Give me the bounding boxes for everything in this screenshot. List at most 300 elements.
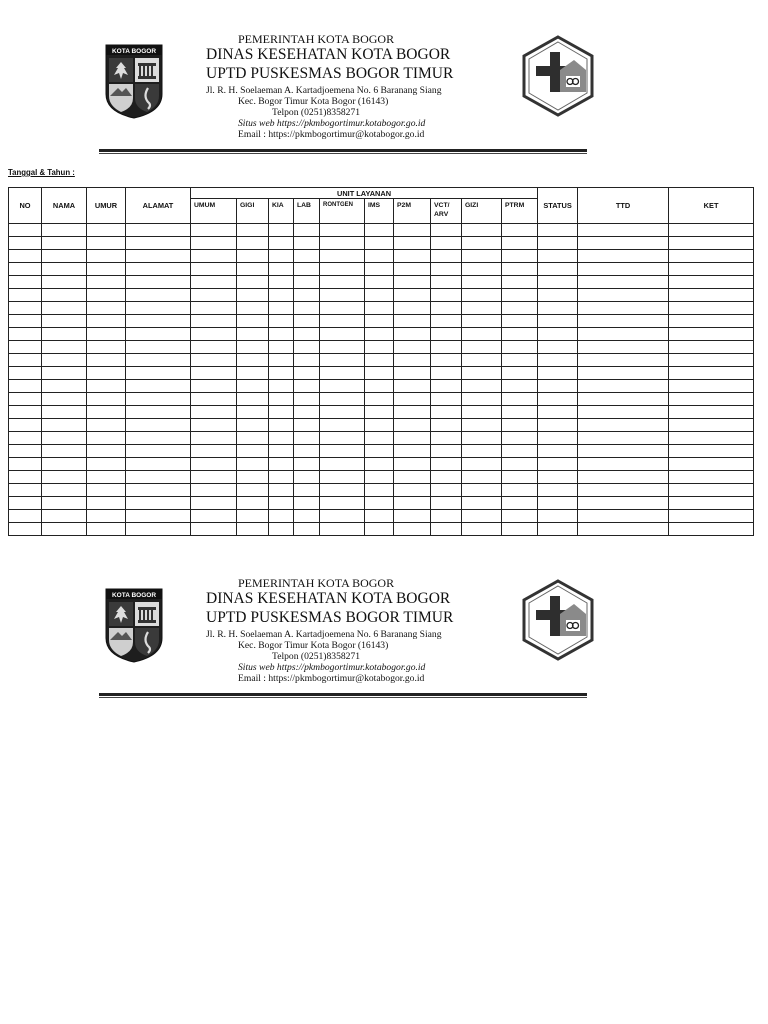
- table-row: [9, 289, 754, 302]
- table-cell: [578, 302, 669, 315]
- table-cell: [42, 510, 87, 523]
- table-cell: [42, 523, 87, 536]
- table-cell: [269, 393, 294, 406]
- table-cell: [237, 523, 269, 536]
- table-cell: [578, 406, 669, 419]
- table-cell: [237, 289, 269, 302]
- table-cell: [669, 237, 754, 250]
- table-cell: [365, 224, 394, 237]
- table-row: [9, 471, 754, 484]
- email: Email : https://pkmbogortimur@kotabogor.go.id: [238, 129, 425, 140]
- table-cell: [538, 328, 578, 341]
- table-cell: [191, 497, 237, 510]
- table-cell: [9, 458, 42, 471]
- table-cell: [126, 484, 191, 497]
- table-cell: [269, 419, 294, 432]
- table-cell: [502, 471, 538, 484]
- table-cell: [431, 445, 462, 458]
- table-cell: [538, 432, 578, 445]
- table-cell: [269, 510, 294, 523]
- table-cell: [269, 497, 294, 510]
- table-cell: [578, 250, 669, 263]
- table-cell: [669, 315, 754, 328]
- table-cell: [294, 354, 320, 367]
- table-cell: [294, 419, 320, 432]
- table-cell: [294, 497, 320, 510]
- table-cell: [320, 380, 365, 393]
- table-cell: [462, 289, 502, 302]
- table-cell: [191, 237, 237, 250]
- table-cell: [237, 510, 269, 523]
- table-cell: [462, 484, 502, 497]
- table-cell: [394, 367, 431, 380]
- phone-number: Telpon (0251)8358271: [272, 107, 361, 118]
- date-year-label: Tanggal & Tahun :: [8, 168, 75, 177]
- table-cell: [669, 354, 754, 367]
- table-cell: [126, 224, 191, 237]
- table-cell: [42, 237, 87, 250]
- table-cell: [126, 471, 191, 484]
- table-cell: [538, 224, 578, 237]
- crest-label: KOTA BOGOR: [111, 592, 157, 599]
- table-cell: [294, 458, 320, 471]
- table-cell: [669, 263, 754, 276]
- table-cell: [9, 523, 42, 536]
- table-cell: [42, 276, 87, 289]
- table-cell: [365, 497, 394, 510]
- table-cell: [394, 458, 431, 471]
- table-cell: [87, 302, 126, 315]
- table-cell: [269, 263, 294, 276]
- col-umur: UMUR: [87, 188, 126, 224]
- table-cell: [191, 315, 237, 328]
- table-cell: [126, 263, 191, 276]
- table-cell: [502, 302, 538, 315]
- table-cell: [394, 510, 431, 523]
- table-row: [9, 497, 754, 510]
- table-cell: [394, 302, 431, 315]
- table-cell: [669, 224, 754, 237]
- table-cell: [669, 510, 754, 523]
- table-cell: [394, 354, 431, 367]
- table-cell: [431, 289, 462, 302]
- table-row: [9, 315, 754, 328]
- table-cell: [365, 250, 394, 263]
- table-cell: [9, 250, 42, 263]
- table-cell: [126, 523, 191, 536]
- table-cell: [237, 393, 269, 406]
- col-unit-layanan: UNIT LAYANAN: [191, 188, 538, 199]
- table-cell: [320, 445, 365, 458]
- table-cell: [538, 276, 578, 289]
- table-cell: [9, 419, 42, 432]
- table-cell: [538, 302, 578, 315]
- table-cell: [578, 224, 669, 237]
- table-cell: [87, 263, 126, 276]
- table-cell: [294, 237, 320, 250]
- table-cell: [320, 471, 365, 484]
- table-cell: [365, 367, 394, 380]
- table-cell: [578, 484, 669, 497]
- table-cell: [669, 471, 754, 484]
- table-cell: [9, 510, 42, 523]
- table-cell: [578, 354, 669, 367]
- table-cell: [578, 432, 669, 445]
- table-cell: [320, 393, 365, 406]
- table-cell: [365, 237, 394, 250]
- table-cell: [578, 471, 669, 484]
- table-cell: [320, 354, 365, 367]
- table-cell: [365, 510, 394, 523]
- col-alamat: ALAMAT: [126, 188, 191, 224]
- table-cell: [365, 289, 394, 302]
- website: Situs web https://pkmbogortimur.kotabogor.go.id: [238, 118, 426, 129]
- table-cell: [42, 367, 87, 380]
- table-cell: [42, 328, 87, 341]
- table-cell: [320, 510, 365, 523]
- table-cell: [394, 523, 431, 536]
- table-cell: [394, 224, 431, 237]
- table-cell: [462, 367, 502, 380]
- table-cell: [394, 484, 431, 497]
- table-cell: [9, 367, 42, 380]
- table-cell: [9, 237, 42, 250]
- table-cell: [9, 328, 42, 341]
- table-cell: [462, 341, 502, 354]
- table-cell: [365, 484, 394, 497]
- table-cell: [269, 523, 294, 536]
- table-cell: [126, 354, 191, 367]
- table-cell: [42, 315, 87, 328]
- table-cell: [578, 328, 669, 341]
- table-cell: [502, 484, 538, 497]
- table-cell: [87, 289, 126, 302]
- table-cell: [294, 471, 320, 484]
- table-cell: [294, 484, 320, 497]
- table-cell: [578, 523, 669, 536]
- table-cell: [320, 432, 365, 445]
- table-cell: [431, 315, 462, 328]
- table-cell: [431, 367, 462, 380]
- address-line-2: Kec. Bogor Timur Kota Bogor (16143): [238, 96, 389, 107]
- table-cell: [9, 471, 42, 484]
- table-cell: [126, 419, 191, 432]
- table-cell: [365, 328, 394, 341]
- table-cell: [191, 419, 237, 432]
- table-cell: [294, 367, 320, 380]
- phone-number: Telpon (0251)8358271: [272, 651, 361, 662]
- table-cell: [9, 315, 42, 328]
- table-cell: [191, 354, 237, 367]
- table-cell: [462, 510, 502, 523]
- table-cell: [269, 302, 294, 315]
- table-cell: [87, 315, 126, 328]
- table-cell: [191, 510, 237, 523]
- table-cell: [538, 289, 578, 302]
- table-cell: [237, 432, 269, 445]
- table-cell: [462, 497, 502, 510]
- table-cell: [320, 237, 365, 250]
- table-cell: [669, 341, 754, 354]
- puskesmas-logo-icon: [520, 34, 596, 118]
- unit-ims: IMS: [365, 199, 394, 224]
- table-cell: [320, 419, 365, 432]
- address-line-1: Jl. R. H. Soelaeman A. Kartadjoemena No. 6 Baranang Siang: [206, 629, 442, 640]
- table-cell: [87, 484, 126, 497]
- table-cell: [502, 380, 538, 393]
- table-cell: [237, 250, 269, 263]
- table-cell: [431, 263, 462, 276]
- table-cell: [320, 315, 365, 328]
- table-cell: [365, 471, 394, 484]
- table-cell: [9, 497, 42, 510]
- unit-name: UPTD PUSKESMAS BOGOR TIMUR: [206, 609, 454, 626]
- table-cell: [237, 471, 269, 484]
- table-cell: [269, 276, 294, 289]
- government-name: PEMERINTAH KOTA BOGOR: [238, 576, 395, 590]
- email: Email : https://pkmbogortimur@kotabogor.go.id: [238, 673, 425, 684]
- address-line-1: Jl. R. H. Soelaeman A. Kartadjoemena No. 6 Baranang Siang: [206, 85, 442, 96]
- table-cell: [538, 484, 578, 497]
- table-row: [9, 367, 754, 380]
- table-cell: [538, 315, 578, 328]
- table-cell: [269, 315, 294, 328]
- table-cell: [87, 341, 126, 354]
- table-cell: [502, 497, 538, 510]
- letterhead-rule-thick: [99, 693, 587, 696]
- table-cell: [320, 276, 365, 289]
- table-cell: [191, 250, 237, 263]
- table-cell: [42, 302, 87, 315]
- table-cell: [87, 523, 126, 536]
- table-cell: [578, 276, 669, 289]
- table-cell: [538, 393, 578, 406]
- table-cell: [42, 250, 87, 263]
- table-cell: [42, 393, 87, 406]
- table-cell: [462, 315, 502, 328]
- table-cell: [87, 445, 126, 458]
- table-cell: [669, 523, 754, 536]
- table-cell: [126, 497, 191, 510]
- table-cell: [191, 471, 237, 484]
- table-cell: [365, 380, 394, 393]
- table-cell: [42, 484, 87, 497]
- table-cell: [538, 250, 578, 263]
- table-cell: [237, 367, 269, 380]
- table-cell: [431, 250, 462, 263]
- table-cell: [431, 393, 462, 406]
- crest-label: KOTA BOGOR: [111, 48, 157, 55]
- table-cell: [669, 302, 754, 315]
- table-cell: [320, 458, 365, 471]
- table-cell: [294, 393, 320, 406]
- table-cell: [365, 432, 394, 445]
- table-cell: [502, 458, 538, 471]
- table-cell: [237, 419, 269, 432]
- table-cell: [365, 393, 394, 406]
- table-cell: [87, 432, 126, 445]
- table-cell: [126, 328, 191, 341]
- table-cell: [191, 523, 237, 536]
- table-cell: [578, 380, 669, 393]
- table-cell: [538, 510, 578, 523]
- table-cell: [269, 341, 294, 354]
- table-cell: [9, 445, 42, 458]
- table-cell: [269, 250, 294, 263]
- table-cell: [294, 523, 320, 536]
- table-cell: [502, 224, 538, 237]
- table-cell: [87, 354, 126, 367]
- table-cell: [431, 328, 462, 341]
- table-cell: [431, 497, 462, 510]
- table-cell: [394, 445, 431, 458]
- table-cell: [42, 224, 87, 237]
- table-cell: [502, 393, 538, 406]
- unit-p2m: P2M: [394, 199, 431, 224]
- table-cell: [669, 419, 754, 432]
- table-cell: [502, 237, 538, 250]
- table-cell: [578, 458, 669, 471]
- table-cell: [365, 445, 394, 458]
- table-cell: [126, 341, 191, 354]
- table-cell: [126, 406, 191, 419]
- table-cell: [431, 419, 462, 432]
- table-cell: [462, 224, 502, 237]
- table-row: [9, 250, 754, 263]
- table-cell: [9, 432, 42, 445]
- table-cell: [191, 380, 237, 393]
- table-cell: [9, 484, 42, 497]
- table-cell: [191, 432, 237, 445]
- table-row: [9, 328, 754, 341]
- table-cell: [9, 393, 42, 406]
- table-cell: [502, 523, 538, 536]
- table-row: [9, 302, 754, 315]
- table-cell: [538, 237, 578, 250]
- table-cell: [431, 237, 462, 250]
- table-cell: [669, 250, 754, 263]
- unit-umum: UMUM: [191, 199, 237, 224]
- table-cell: [191, 484, 237, 497]
- table-cell: [578, 289, 669, 302]
- table-cell: [502, 263, 538, 276]
- table-row: [9, 276, 754, 289]
- table-cell: [191, 224, 237, 237]
- table-cell: [320, 302, 365, 315]
- table-cell: [269, 237, 294, 250]
- table-cell: [126, 458, 191, 471]
- table-cell: [431, 354, 462, 367]
- table-cell: [320, 250, 365, 263]
- table-cell: [126, 289, 191, 302]
- table-cell: [42, 406, 87, 419]
- table-cell: [502, 406, 538, 419]
- table-cell: [462, 250, 502, 263]
- table-cell: [294, 263, 320, 276]
- table-cell: [294, 432, 320, 445]
- table-cell: [294, 328, 320, 341]
- table-cell: [431, 458, 462, 471]
- table-cell: [126, 445, 191, 458]
- unit-name: UPTD PUSKESMAS BOGOR TIMUR: [206, 65, 454, 82]
- table-cell: [502, 510, 538, 523]
- table-cell: [42, 341, 87, 354]
- table-cell: [126, 380, 191, 393]
- table-cell: [42, 263, 87, 276]
- table-row: [9, 354, 754, 367]
- table-cell: [191, 458, 237, 471]
- table-row: [9, 380, 754, 393]
- table-row: [9, 237, 754, 250]
- table-cell: [431, 341, 462, 354]
- table-cell: [42, 289, 87, 302]
- table-cell: [431, 484, 462, 497]
- table-cell: [269, 458, 294, 471]
- table-cell: [320, 341, 365, 354]
- table-row: [9, 224, 754, 237]
- table-cell: [394, 315, 431, 328]
- table-cell: [87, 237, 126, 250]
- table-cell: [237, 276, 269, 289]
- table-cell: [294, 341, 320, 354]
- table-cell: [320, 328, 365, 341]
- unit-gizi: GIZI: [462, 199, 502, 224]
- table-cell: [87, 497, 126, 510]
- table-cell: [578, 367, 669, 380]
- table-cell: [502, 250, 538, 263]
- patient-register-table: [8, 187, 754, 536]
- unit-gigi: GIGI: [237, 199, 269, 224]
- table-cell: [42, 354, 87, 367]
- table-cell: [462, 419, 502, 432]
- table-cell: [237, 237, 269, 250]
- puskesmas-logo-icon: [520, 578, 596, 662]
- table-cell: [502, 419, 538, 432]
- table-cell: [126, 432, 191, 445]
- table-cell: [538, 263, 578, 276]
- table-cell: [87, 250, 126, 263]
- letterhead-rule-thin: [99, 697, 587, 698]
- table-cell: [42, 471, 87, 484]
- table-cell: [237, 458, 269, 471]
- agency-name: DINAS KESEHATAN KOTA BOGOR: [206, 590, 451, 607]
- table-cell: [365, 341, 394, 354]
- kota-bogor-crest-icon: [104, 586, 164, 664]
- table-cell: [87, 458, 126, 471]
- table-cell: [578, 315, 669, 328]
- table-cell: [126, 302, 191, 315]
- agency-name: DINAS KESEHATAN KOTA BOGOR: [206, 46, 451, 63]
- table-cell: [578, 393, 669, 406]
- table-cell: [237, 406, 269, 419]
- table-cell: [320, 497, 365, 510]
- table-cell: [669, 497, 754, 510]
- table-cell: [462, 263, 502, 276]
- table-cell: [394, 237, 431, 250]
- table-cell: [394, 263, 431, 276]
- table-cell: [669, 328, 754, 341]
- kota-bogor-crest-icon: [104, 42, 164, 120]
- table-cell: [320, 406, 365, 419]
- table-cell: [320, 263, 365, 276]
- table-cell: [431, 406, 462, 419]
- table-cell: [394, 432, 431, 445]
- table-cell: [294, 445, 320, 458]
- table-cell: [320, 289, 365, 302]
- table-cell: [237, 302, 269, 315]
- table-cell: [462, 523, 502, 536]
- table-cell: [294, 406, 320, 419]
